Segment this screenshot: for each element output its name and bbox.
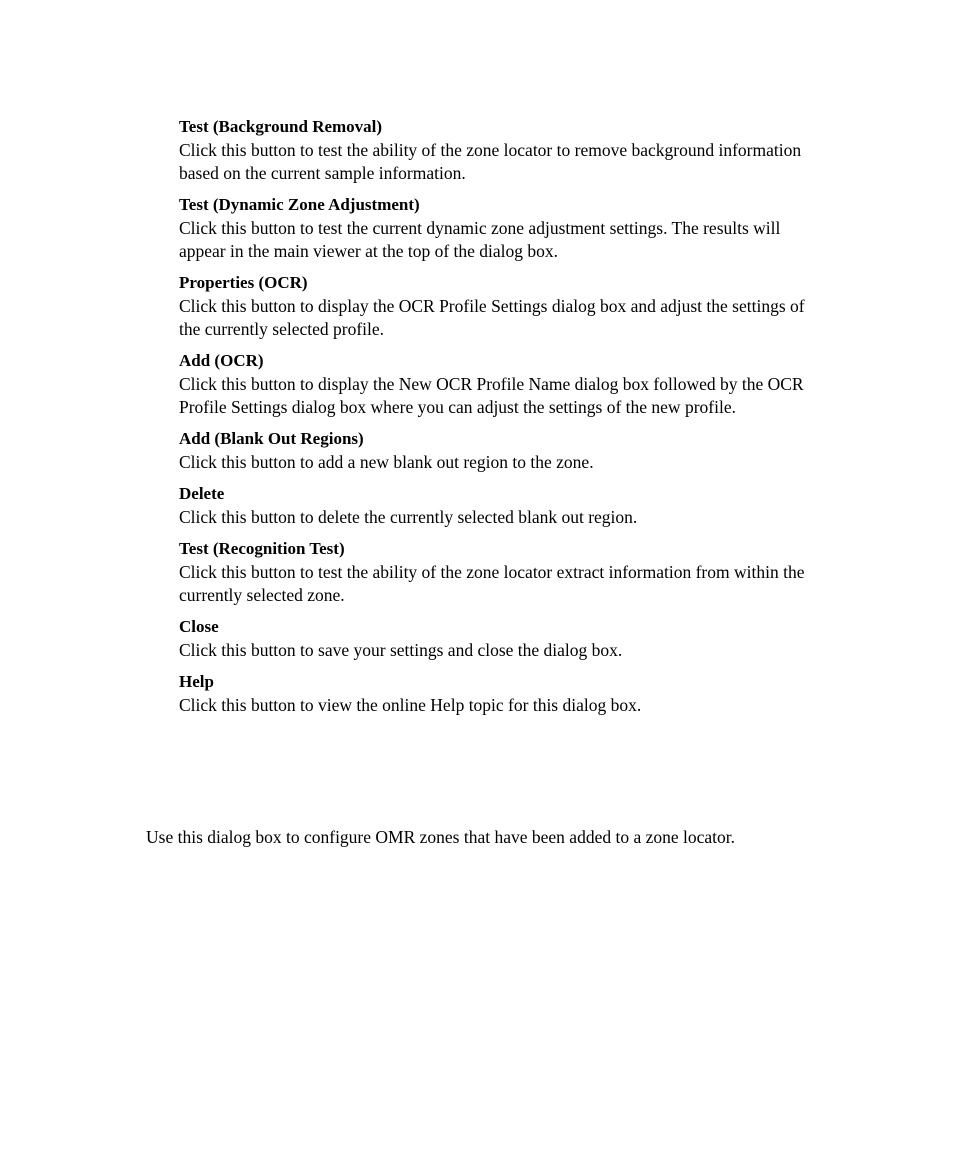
definition-item-properties-ocr (179, 271, 829, 341)
intro-paragraph: Use this dialog box to configure OMR zones that have been added to a zone locator. (146, 827, 736, 847)
definition-item-delete (179, 482, 829, 529)
definition-term: Test (Background Removal) (179, 117, 383, 136)
definition-description: Click this button to delete the currently selected blank out region. (179, 507, 638, 527)
definition-description: Click this button to view the online Help topic for this dialog box. (179, 695, 642, 715)
definition-item-close (179, 615, 829, 662)
definition-item-test-background-removal (179, 115, 829, 185)
definition-item-add-ocr (179, 349, 829, 419)
definition-description: Click this button to test the ability of the zone locator to remove background information based on the current sample information. (179, 140, 802, 183)
definition-term: Close (179, 617, 219, 636)
definition-description: Click this button to display the New OCR Profile Name dialog box followed by the OCR Profile Settings dialog box where you can adjust the settings of the new profile. (179, 374, 804, 417)
definition-description: Click this button to add a new blank out region to the zone. (179, 452, 594, 472)
definition-item-add-blank-out-regions (179, 427, 829, 474)
definition-term: Test (Recognition Test) (179, 539, 345, 558)
definition-term: Delete (179, 484, 225, 503)
definition-term: Properties (OCR) (179, 273, 308, 292)
definition-term: Add (Blank Out Regions) (179, 429, 364, 448)
definition-description: Click this button to test the ability of the zone locator extract information from within the currently selected zone. (179, 562, 805, 605)
definition-term: Help (179, 672, 214, 691)
definition-list (179, 115, 829, 725)
definition-item-test-recognition-test (179, 537, 829, 607)
definition-item-test-dynamic-zone-adjustment (179, 193, 829, 263)
definition-description: Click this button to save your settings and close the dialog box. (179, 640, 623, 660)
definition-term: Add (OCR) (179, 351, 264, 370)
definition-term: Test (Dynamic Zone Adjustment) (179, 195, 420, 214)
definition-description: Click this button to display the OCR Profile Settings dialog box and adjust the settings of the currently selected profile. (179, 296, 805, 339)
definition-description: Click this button to test the current dynamic zone adjustment settings. The results will appear in the main viewer at the top of the dialog box. (179, 218, 781, 261)
definition-item-help (179, 670, 829, 717)
